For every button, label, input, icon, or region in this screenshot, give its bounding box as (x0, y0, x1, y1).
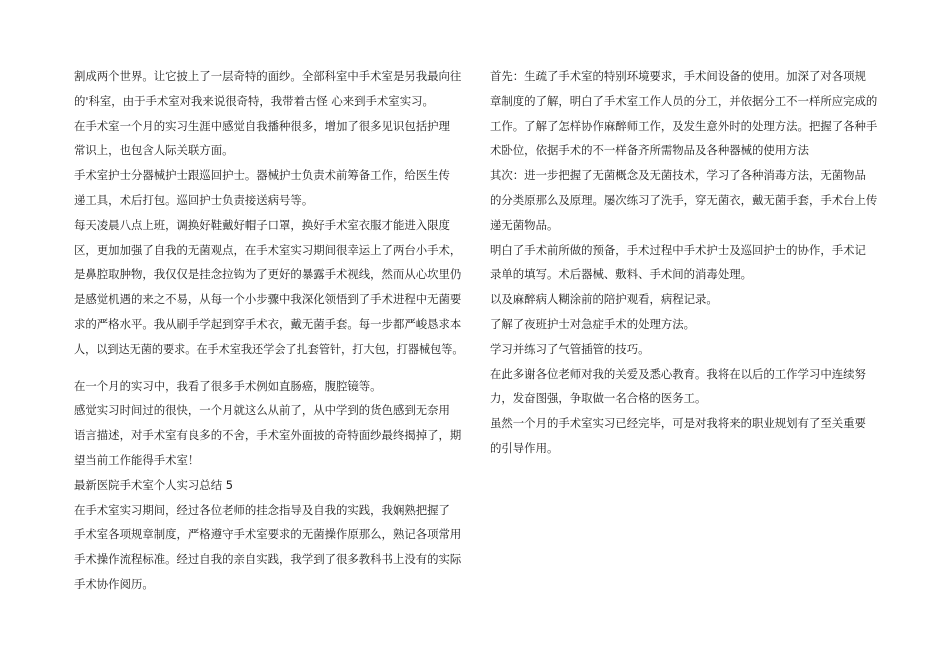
paragraph-block-2 (74, 374, 464, 473)
text-line: 章制度的了解，明白了手术室工作人员的分工，并依据分工不一样所应完成的 (490, 93, 878, 108)
text-line: 语言描述，对手术室有良多的不舍，手术室外面披的奇特面纱最终揭掉了，期 (74, 428, 462, 443)
text-line: 工作。了解了怎样协作麻醉师工作，及发生意外时的处理方法。把握了各种手 (490, 118, 878, 133)
text-line: 常识上，也包含人际关联方面。 (74, 143, 234, 158)
section-heading: 最新医院手术室个人实习总结 5 (74, 477, 233, 492)
paragraph-block-3 (74, 498, 464, 597)
text-line: 手术操作流程标准。经过自我的亲自实践，我学到了很多教科书上没有的实际 (74, 552, 462, 567)
text-line: 力，发奋图强，争取做一名合格的医务工。 (490, 391, 707, 406)
text-line: 求的严格水平。我从刷手学起到穿手术衣，戴无菌手套。每一步都严峻恳求本 (74, 316, 462, 331)
text-line: 在一个月的实习中，我看了很多手术例如直肠癌，腹腔镜等。 (74, 378, 382, 393)
text-line: 在此多谢各位老师对我的关爱及悉心教育。我将在以后的工作学习中连续努 (490, 366, 866, 381)
text-line: 割成两个世界。让它披上了一层奇特的面纱。全部科室中手术室是另我最向往 (74, 69, 462, 83)
text-line: 是感觉机遇的来之不易，从每一个小步骤中我深化领悟到了手术进程中无菌要 (74, 292, 462, 307)
text-line: 的分类原那么及原理。屡次练习了洗手，穿无菌衣，戴无菌手套，手术台上传 (490, 192, 878, 207)
right-column (490, 64, 880, 461)
text-line: 感觉实习时间过的很快，一个月就这么从前了，从中学到的货色感到无奈用 (74, 403, 450, 418)
text-line: 的引导作用。 (490, 440, 559, 455)
text-line: 手术协作阅历。 (74, 576, 154, 591)
text-line: 在手术室一个月的实习生涯中感觉自我播种很多，增加了很多见识包括护理 (74, 118, 450, 133)
text-line: 学习并练习了气管插管的技巧。 (490, 341, 650, 356)
text-line: 递无菌物品。 (490, 217, 559, 232)
paragraph-gap (74, 362, 464, 374)
text-line: 递工具，术后打包。巡回护士负责接送病号等。 (74, 192, 314, 207)
paragraph-block-1 (74, 64, 464, 362)
text-line: 以及麻醉病人糊涂前的陪护观看，病程记录。 (490, 292, 718, 307)
text-line: 每天凌晨八点上班，调换好鞋戴好帽子口罩，换好手术室衣服才能进入限度 (74, 217, 450, 232)
text-line: 是鼻腔取肿物，我仅仅是挂念拉钩为了更好的暴露手术视线，然而从心坎里仍 (74, 267, 462, 282)
text-line: 其次：进一步把握了无菌概念及无菌技术，学习了各种消毒方法，无菌物品 (490, 168, 866, 183)
text-line: 术卧位，依据手术的不一样备齐所需物品及各种器械的使用方法 (490, 143, 809, 158)
left-column (74, 64, 464, 597)
text-line: 了解了夜班护士对急症手术的处理方法。 (490, 316, 696, 331)
text-line: 区，更加加强了自我的无菌观点，在手术室实习期间很幸运上了两台小手术， (74, 242, 462, 257)
text-line: 首先：生疏了手术室的特别环境要求，手术间设备的使用。加深了对各项规 (490, 69, 866, 83)
text-line: 的'科室，由于手术室对我来说很奇特，我带着古怪 心来到手术室实习。 (74, 93, 434, 108)
text-line: 虽然一个月的手术室实习已经完毕，可是对我将来的职业规划有了至关重要 (490, 416, 866, 431)
text-line: 手术室各项规章制度，严格遵守手术室要求的无菌操作原那么，熟记各项常用 (74, 527, 462, 542)
text-line: 人，以到达无菌的要求。在手术室我还学会了扎套管针，打大包，打器械包等。 (74, 341, 464, 356)
text-line: 手术室护士分器械护士跟巡回护士。器械护士负责术前筹备工作，给医生传 (74, 168, 450, 183)
text-line: 录单的填写。术后器械、敷料、手术间的消毒处理。 (490, 267, 752, 282)
text-line: 望当前工作能得手术室！ (74, 452, 200, 467)
text-line: 在手术室实习期间，经过各位老师的挂念指导及自我的实践，我娴熟把握了 (74, 502, 450, 517)
text-line: 明白了手术前所做的预备，手术过程中手术护士及巡回护士的协作，手术记 (490, 242, 866, 257)
